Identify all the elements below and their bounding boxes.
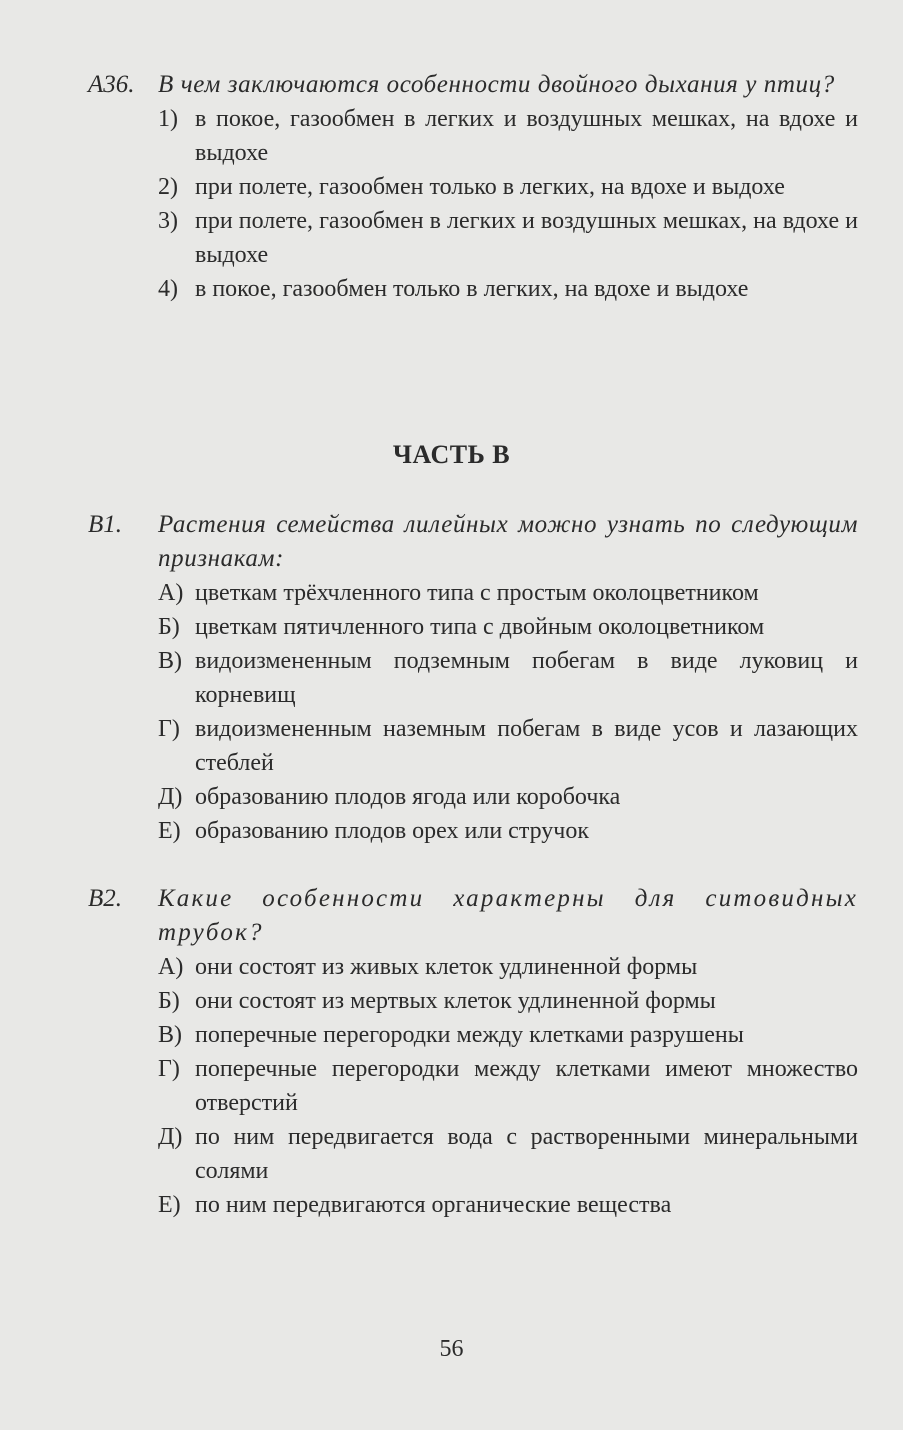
answer-option (158, 1018, 858, 1052)
question-text: Какие особенности характерны для ситовидных трубок? (158, 885, 858, 946)
option-text: поперечные перегородки между клетками имеют множество отверстий (195, 1056, 858, 1116)
question-b1 (88, 508, 858, 848)
answer-option (158, 780, 858, 814)
question-a36 (88, 68, 858, 306)
option-text: видоизмененным подземным побегам в виде луковиц и корневищ (195, 648, 858, 708)
option-text: видоизмененным наземным побегам в виде усов и лазающих стеблей (195, 716, 858, 776)
question-b2 (88, 882, 858, 1222)
option-label: 2) (158, 174, 178, 200)
option-label: 4) (158, 276, 178, 302)
option-label: Е) (158, 818, 181, 844)
option-label: Г) (158, 1056, 180, 1082)
option-text: они состоят из живых клеток удлиненной формы (195, 954, 698, 980)
page-number: 56 (439, 1336, 464, 1362)
option-text: при полете, газообмен в легких и воздушных мешках, на вдохе и выдохе (195, 208, 858, 268)
option-label: 3) (158, 208, 178, 234)
answer-option (158, 610, 858, 644)
option-text: цветкам трёхчленного типа с простым околоцветником (195, 580, 759, 606)
answer-option (158, 1052, 858, 1120)
question-header (88, 508, 858, 576)
question-number: В1. (88, 511, 123, 538)
option-label: А) (158, 580, 184, 606)
option-label: В) (158, 1022, 182, 1048)
question-header (88, 68, 858, 102)
answer-option (158, 950, 858, 984)
option-text: поперечные перегородки между клетками разрушены (195, 1022, 744, 1048)
option-text: по ним передвигается вода с растворенными минеральными солями (195, 1124, 858, 1184)
answer-options (88, 576, 858, 848)
section-title: ЧАСТЬ В (392, 440, 511, 469)
answer-options (88, 102, 858, 306)
question-number: А36. (88, 71, 135, 98)
answer-option (158, 102, 858, 170)
question-text: Растения семейства лилейных можно узнать по следующим признакам: (158, 511, 858, 572)
answer-option (158, 272, 858, 306)
answer-option (158, 204, 858, 272)
option-text: при полете, газообмен только в легких, на вдохе и выдохе (195, 174, 785, 200)
option-label: А) (158, 954, 184, 980)
option-label: В) (158, 648, 182, 674)
option-label: Е) (158, 1192, 181, 1218)
option-label: Г) (158, 716, 180, 742)
answer-option (158, 170, 858, 204)
option-text: образованию плодов ягода или коробочка (195, 784, 621, 810)
option-text: в покое, газообмен в легких и воздушных мешках, на вдохе и выдохе (195, 106, 858, 166)
option-label: Б) (158, 614, 180, 640)
answer-option (158, 1188, 858, 1222)
question-text: В чем заключаются особенности двойного дыхания у птиц? (158, 71, 835, 98)
question-header (88, 882, 858, 950)
option-text: образованию плодов орех или стручок (195, 818, 590, 844)
answer-option (158, 814, 858, 848)
option-text: по ним передвигаются органические вещества (195, 1192, 672, 1218)
option-text: они состоят из мертвых клеток удлиненной формы (195, 988, 716, 1014)
answer-option (158, 644, 858, 712)
option-label: Д) (158, 1124, 183, 1150)
answer-option (158, 984, 858, 1018)
option-label: Б) (158, 988, 180, 1014)
answer-option (158, 712, 858, 780)
option-text: цветкам пятичленного типа с двойным околоцветником (195, 614, 765, 640)
answer-option (158, 1120, 858, 1188)
answer-option (158, 576, 858, 610)
question-number: В2. (88, 885, 123, 912)
option-label: 1) (158, 106, 178, 132)
answer-options (88, 950, 858, 1222)
option-text: в покое, газообмен только в легких, на вдохе и выдохе (195, 276, 749, 302)
option-label: Д) (158, 784, 183, 810)
